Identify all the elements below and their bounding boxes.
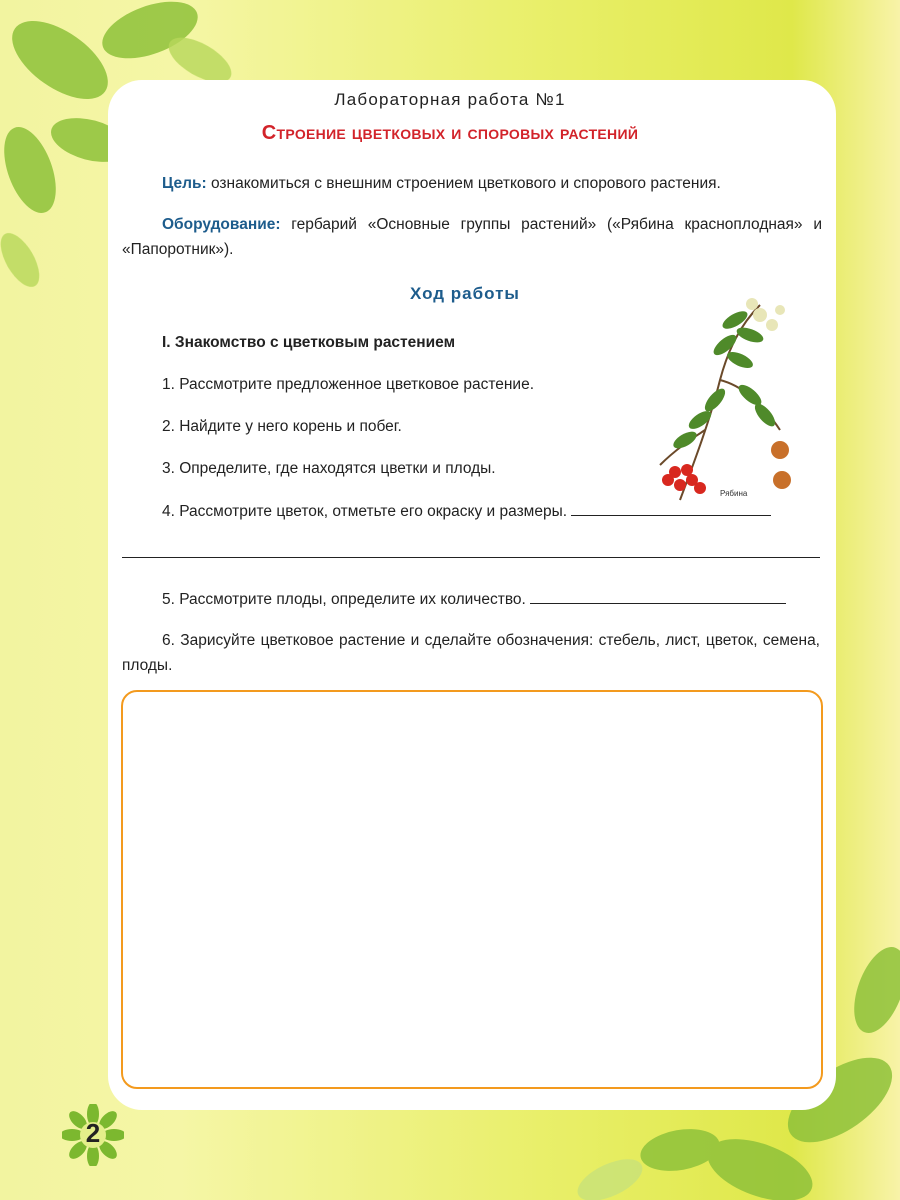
- page-title: Строение цветковых и споровых растений: [261, 122, 639, 144]
- page-number-badge: [62, 1104, 124, 1166]
- equipment-label: Оборудование:: [162, 216, 281, 233]
- step-5-row: [162, 587, 822, 612]
- drawing-area[interactable]: [121, 690, 823, 1089]
- goal-label: Цель:: [162, 175, 207, 192]
- step-1: 1. Рассмотрите предложенное цветковое растение.: [162, 376, 535, 393]
- step-3: 3. Определите, где находятся цветки и плоды.: [162, 460, 496, 477]
- rowan-plant-illustration: [640, 290, 800, 505]
- figure-caption: Рябина: [720, 489, 748, 498]
- goal-paragraph: [162, 171, 822, 196]
- step-2: 2. Найдите у него корень и побег.: [162, 418, 402, 435]
- section-heading: Ход работы: [410, 284, 520, 303]
- answer-line[interactable]: [530, 587, 786, 604]
- page-number: 2: [85, 1118, 101, 1148]
- equipment-text: гербарий «Основные группы растений» («Рябина красноплодная» и «Папоротник»).: [122, 216, 822, 258]
- goal-text: ознакомиться с внешним строением цветкового и спорового растения.: [206, 175, 721, 192]
- answer-line-full[interactable]: [122, 557, 820, 558]
- step-4: 4. Рассмотрите цветок, отметьте его окраску и размеры.: [162, 503, 568, 520]
- subsection-heading: I. Знакомство с цветковым растением: [162, 334, 456, 351]
- lab-title: Лабораторная работа №1: [334, 90, 566, 109]
- step-6: 6. Зарисуйте цветковое растение и сделайте обозначения: стебель, лист, цветок, семена, плоды.: [122, 632, 820, 674]
- equipment-paragraph: [122, 212, 822, 262]
- step-5: 5. Рассмотрите плоды, определите их количество.: [162, 591, 526, 608]
